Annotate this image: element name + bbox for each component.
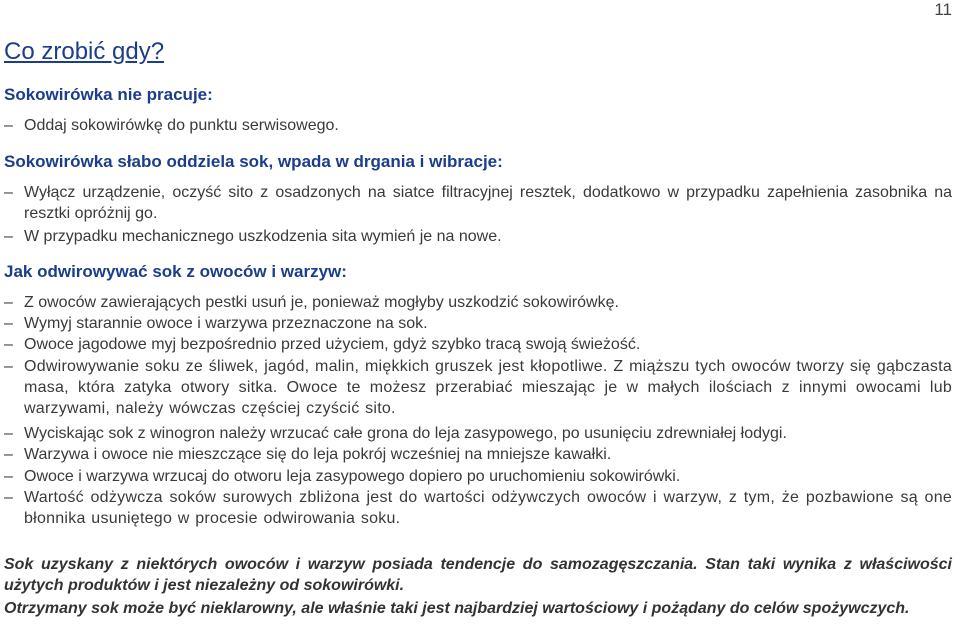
list-item-text: Owoce jagodowe myj bezpośrednio przed użyciem, gdyż szybko tracą swoją świeżość. [24,336,641,353]
list-item-text: W przypadku mechanicznego uszkodzenia sita wymień je na nowe. [24,228,502,245]
note-cloudy-juice: Otrzymany sok może być nieklarowny, ale właśnie taki jest najbardziej wartościowy i pożądany do celów spożywczych. [4,600,910,617]
list-item [4,487,952,529]
list-item-text: Odwirowywanie soku ze śliwek, jagód, malin, miękkich gruszek jest kłopotliwe. Z miąższu tych owoców tworzy się gąbczasta masa, która zatyka otwory sitka. Owoce te możesz przerabiać mieszając je w małych ilościach z innymi owocami lub warzywami, należy wówczas częściej czyścić sito. [24,358,952,417]
dash-bullet: – [4,294,13,311]
list-item [4,444,952,465]
list-item-text: Warzywa i owoce nie mieszczące się do leja pokrój wcześniej na mniejsze kawałki. [24,446,612,463]
list-item [4,334,952,355]
list-item-text: Wyciskając sok z winogron należy wrzucać całe grona do leja zasypowego, po usunięciu zdrewniałej łodygi. [24,425,787,442]
list-item [4,423,952,444]
dash-bullet: – [4,315,13,332]
note-self-thickening: Sok uzyskany z niektórych owoców i warzyw posiada tendencje do samozagęszczania. Stan taki wynika z właściwości użytych produktów i jest niezależny od sokowirówki. [4,556,952,594]
list-item [4,226,952,247]
dash-bullet: – [4,117,13,134]
dash-bullet: – [4,468,13,485]
dash-bullet: – [4,425,13,442]
page-number: 11 [934,0,952,19]
section-heading-how-to: Jak odwirowywać sok z owoców i warzyw: [4,262,347,281]
list-item [4,115,952,136]
page-title: Co zrobić gdy? [4,38,165,65]
list-item [4,182,952,224]
list-item-text: Oddaj sokowirówkę do punktu serwisowego. [24,117,339,134]
dash-bullet: – [4,336,13,353]
list-item-text: Wartość odżywcza soków surowych zbliżona jest do wartości odżywczych owoców i warzyw, z tym, że pozbawione są one błonnika usuniętego w procesie odwirowania soku. [24,489,952,527]
dash-bullet: – [4,228,13,245]
list-item [4,356,952,419]
dash-bullet: – [4,489,13,506]
list-item [4,292,952,313]
list-item-text: Z owoców zawierających pestki usuń je, ponieważ mogłyby uszkodzić sokowirówkę. [24,294,619,311]
list-item-text: Wymyj starannie owoce i warzywa przeznaczone na sok. [24,315,428,332]
list-item-text: Wyłącz urządzenie, oczyść sito z osadzonych na siatce filtracyjnej resztek, dodatkowo w przypadku zapełnienia zasobnika na resztki opróżnij go. [24,184,952,222]
list-item-text: Owoce i warzywa wrzucaj do otworu leja zasypowego dopiero po uruchomieniu sokowirówki. [24,468,681,485]
dash-bullet: – [4,446,13,463]
list-item [4,466,952,487]
dash-bullet: – [4,184,13,201]
section-heading-not-working: Sokowirówka nie pracuje: [4,85,213,104]
dash-bullet: – [4,358,13,375]
list-item [4,313,952,334]
section-heading-vibrations: Sokowirówka słabo oddziela sok, wpada w drgania i wibracje: [4,152,503,171]
